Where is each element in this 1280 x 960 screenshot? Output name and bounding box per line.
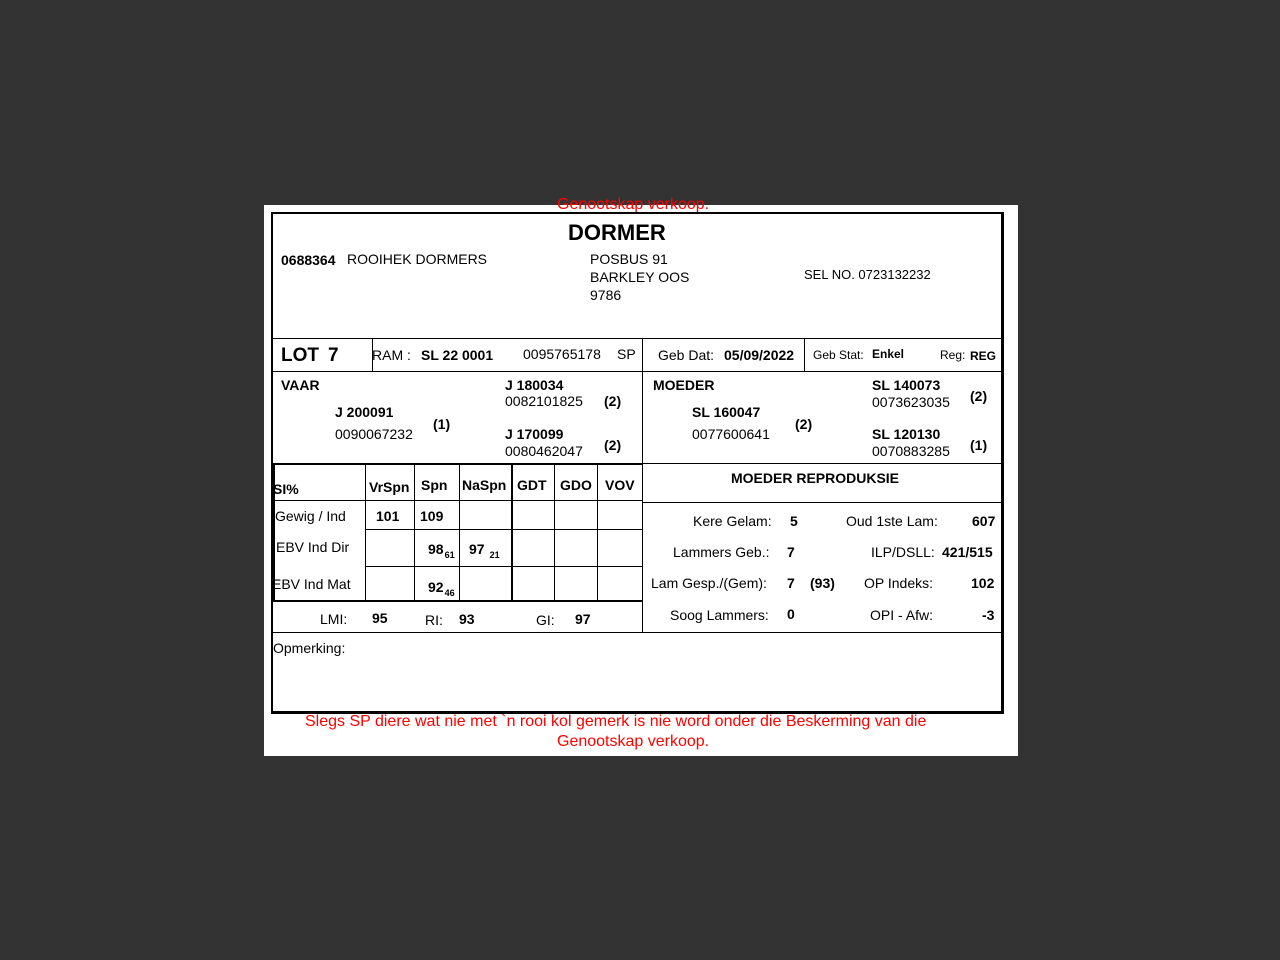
frame-right-thick [1001,212,1004,712]
sire-sire-score: (2) [604,393,622,409]
vrule-perf-2 [414,463,415,600]
animal-computer-no: 0095765178 [523,346,601,362]
sire-dam-score: (2) [604,437,622,453]
perf-header-gdt: GDT [517,477,547,493]
ri-label: RI: [425,612,443,628]
kere-gelam-value: 5 [790,513,798,529]
accuracy-value: 46 [444,588,455,598]
birth-date: 05/09/2022 [724,347,795,363]
perf-cell-spn: $92_{46}$ [428,579,455,598]
perf-row-label: Gewig / Ind [275,508,346,524]
lam-gesp-value: 7 [787,575,795,591]
rule-lot [273,371,1002,372]
vrule-perf-4 [511,463,513,600]
breeder-number: 0688364 [281,252,336,268]
sire-id: J 200091 [335,404,394,420]
soog-label: Soog Lammers: [670,607,769,623]
rule-remark [273,632,1002,633]
perf-header-si: SI% [273,481,299,497]
perf-row-label: EBV Ind Mat [272,576,351,592]
sire-no: 0090067232 [335,426,413,442]
oud-label: Oud 1ste Lam: [846,513,938,529]
perf-header-spn: Spn [421,477,448,493]
lot-label: LOT [281,345,319,366]
vrule-perf-3 [459,463,460,600]
animal-type-label: RAM : [372,347,411,363]
rule-perf-header [273,500,642,501]
repro-title: MOEDER REPRODUKSIE [731,470,900,486]
vrule-perf-5 [554,463,555,600]
gi-label: GI: [536,612,555,628]
dam-sire-score: (2) [970,388,988,404]
address-line-1: POSBUS 91 [590,251,668,267]
lam-gesp-label: Lam Gesp./(Gem): [651,575,767,591]
perf-cell-spn: $98_{61}$ [428,541,455,560]
perf-header-naspn: NaSpn [462,477,507,493]
dam-no: 0077600641 [692,426,770,442]
sire-sire-no: 0082101825 [505,393,583,409]
sel-number: SEL NO. 0723132232 [804,267,931,282]
address-line-2: BARKLEY OOS [590,269,690,285]
sire-dam-id: J 170099 [505,426,564,442]
ilp-label: ILP/DSLL: [871,544,935,560]
lammers-geb-label: Lammers Geb.: [673,544,770,560]
breeder-name: ROOIHEK DORMERS [347,251,488,267]
animal-status: SP [617,346,636,362]
opi-label: OPI - Afw: [870,607,934,623]
perf-row-label: EBV Ind Dir [276,539,350,555]
perf-header-gdo: GDO [560,477,592,493]
remark-label: Opmerking: [273,640,346,656]
clipped-footer-text: Genootskap verkoop. [557,196,710,213]
birth-date-label: Geb Dat: [658,347,715,363]
animal-id: SL 22 0001 [421,347,494,363]
opi-value: -3 [982,607,995,623]
sire-score: (1) [433,416,451,432]
lammers-geb-value: 7 [787,544,795,560]
dam-dam-no: 0070883285 [872,443,950,459]
perf-header-vrspn: VrSpn [369,479,410,495]
accuracy-value: 21 [489,550,500,560]
rule-perf-bottom [273,600,642,602]
perf-header-vov: VOV [605,477,635,493]
op-value: 102 [971,575,995,591]
reg-value: REG [970,349,997,363]
sire-sire-id: J 180034 [505,377,564,393]
birth-status: Enkel [872,347,905,361]
perf-cell-vrspn: 101 [376,508,400,524]
sale-card [264,196,1018,756]
dam-dam-score: (1) [970,437,988,453]
disclaimer-line-1: Slegs SP diere wat nie met `n rooi kol gemerk is nie word onder die Beskerming van die [305,713,927,730]
dam-dam-id: SL 120130 [872,426,941,442]
rule-pedigree-right [642,463,1002,464]
op-label: OP Indeks: [864,575,934,591]
perf-cell-naspn: 97 $_{21}$ [469,541,500,560]
sire-dam-no: 0080462047 [505,443,583,459]
dam-sire-id: SL 140073 [872,377,941,393]
dam-score: (2) [795,416,813,432]
rule-pedigree-left [273,463,642,465]
lmi-value: 95 [372,610,388,626]
dam-id: SL 160047 [692,404,761,420]
soog-value: 0 [787,606,795,622]
oud-value: 607 [972,513,996,529]
reg-label: Reg: [940,348,966,362]
lmi-label: LMI: [320,611,348,627]
sire-label: VAAR [281,377,320,393]
rule-header [273,338,1002,339]
vrule-center [642,338,643,632]
dam-sire-no: 0073623035 [872,394,950,410]
lam-gesp-gem-value: (93) [810,575,835,591]
perf-cell-spn: 109 [420,508,444,524]
rule-perf-row2 [365,566,642,567]
vrule-perf-1 [365,463,366,600]
lot-number: 7 [328,345,339,366]
disclaimer-line-2: Genootskap verkoop. [557,733,710,750]
dam-label: MOEDER [653,377,715,393]
address-line-3: 9786 [590,287,622,303]
accuracy-value: 61 [444,550,455,560]
rule-perf-row1 [365,529,642,530]
vrule-perf-6 [597,463,598,600]
birth-status-label: Geb Stat: [813,348,864,362]
rule-repro-title [642,502,1002,503]
ri-value: 93 [459,611,475,627]
breed-title: DORMER [568,220,666,245]
gi-value: 97 [575,611,591,627]
kere-gelam-label: Kere Gelam: [693,513,772,529]
ilp-value: 421/515 [942,544,993,560]
vrule-geb [804,338,805,371]
